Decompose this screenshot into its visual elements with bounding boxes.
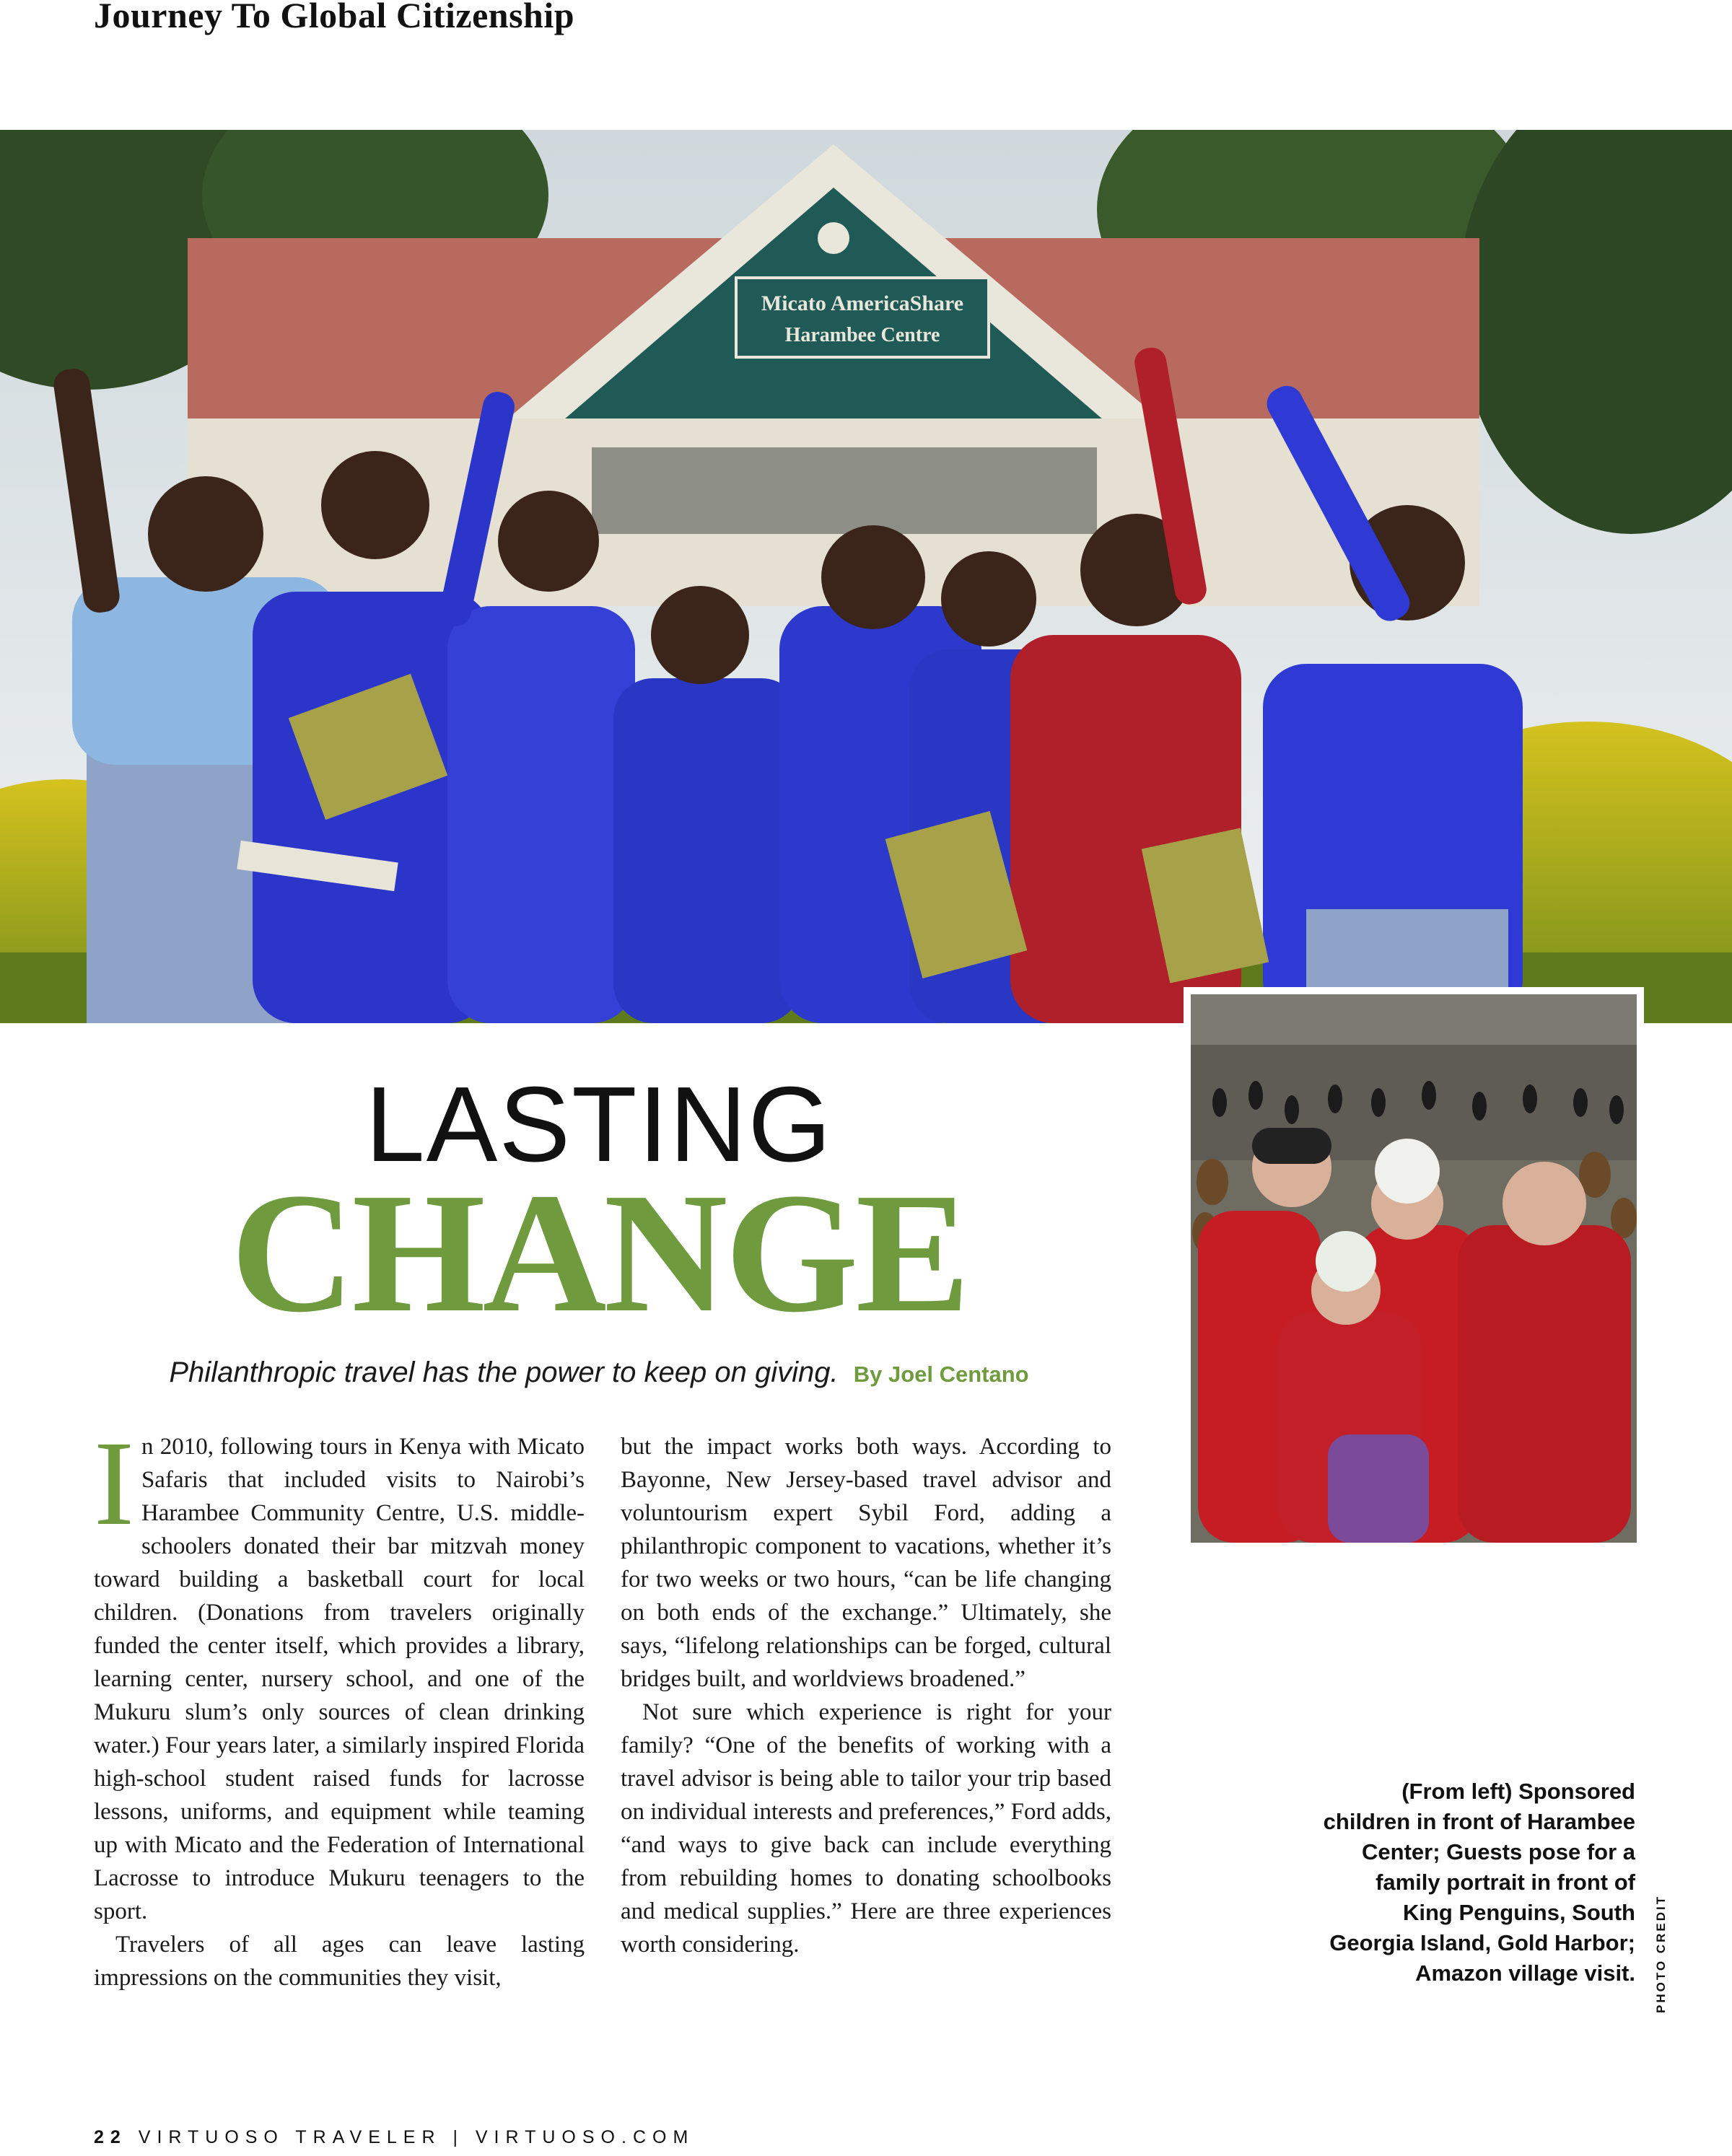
headline-title: CHANGE [230,1158,968,1348]
article-column-2 [621,1430,1111,1961]
article-column-1 [94,1416,585,1994]
sign-line-2: Harambee Centre [784,324,940,346]
column-2-paragraph-1: but the impact works both ways. According to Bayonne, New Jersey-based travel advisor and voluntourism expert Sybil Ford, adding a philanthropic component to vacations, whether it’s for two weeks or two hours, “can be life changing on both ends of the exchange.” Ultimately, she says, “lifelong relationships can be forged, cultural bridges built, and worldviews broadened.” [621,1434,1111,1692]
headline-kicker: LASTING [365,1065,833,1184]
photo-caption: (From left) Sponsored children in front of Harambee Center; Guests pose for a family portrait in front of King Penguins, South Georgia Island, Gold Harbor; Amazon village visit. [1323,1779,1635,1986]
deck-line [0,1357,1198,1389]
deck-text: Philanthropic travel has the power to keep on giving. [169,1357,839,1388]
byline: By Joel Centano [853,1362,1029,1387]
sign-line-1: Micato AmericaShare [761,292,964,315]
publication-name: VIRTUOSO TRAVELER | VIRTUOSO.COM [138,2127,695,2147]
column-1-paragraph-2: Travelers of all ages can leave lasting impressions on the communities they visit, [94,1932,585,1991]
inset-photo [1184,987,1644,1550]
column-2-paragraph-2: Not sure which experience is right for your family? “One of the benefits of working with a travel advisor is being able to tailor your trip based on individual interests and preferences,” Ford adds, “and ways to give back can include everything from rebuilding homes to donating schoolbooks and medical supplies.” Here are three experiences worth considering. [621,1699,1111,1958]
page-number: 22 [94,2127,127,2147]
drop-cap: I [94,1416,134,1551]
hero-photo [0,130,1732,1023]
page-footer [94,2127,694,2148]
section-header: Journey To Global Citizenship [94,0,575,35]
photo-credit: PHOTO CREDIT [1654,1894,1668,2013]
column-1-paragraph-1: n 2010, following tours in Kenya with Micato Safaris that included visits to Nairobi’s Harambee Community Centre, U.S. middle-schoolers donated their bar mitzvah money toward building a basketball court for local children. (Donations from travelers originally funded the center itself, which provides a library, learning center, nursery school, and one of the Mukuru slum’s only sources of clean drinking water.) Four years later, a similarly inspired Florida high-school student raised funds for lacrosse lessons, uniforms, and equipment while teaming up with Micato and the Federation of International Lacrosse to introduce Mukuru teenagers to the sport. [94,1434,585,1924]
